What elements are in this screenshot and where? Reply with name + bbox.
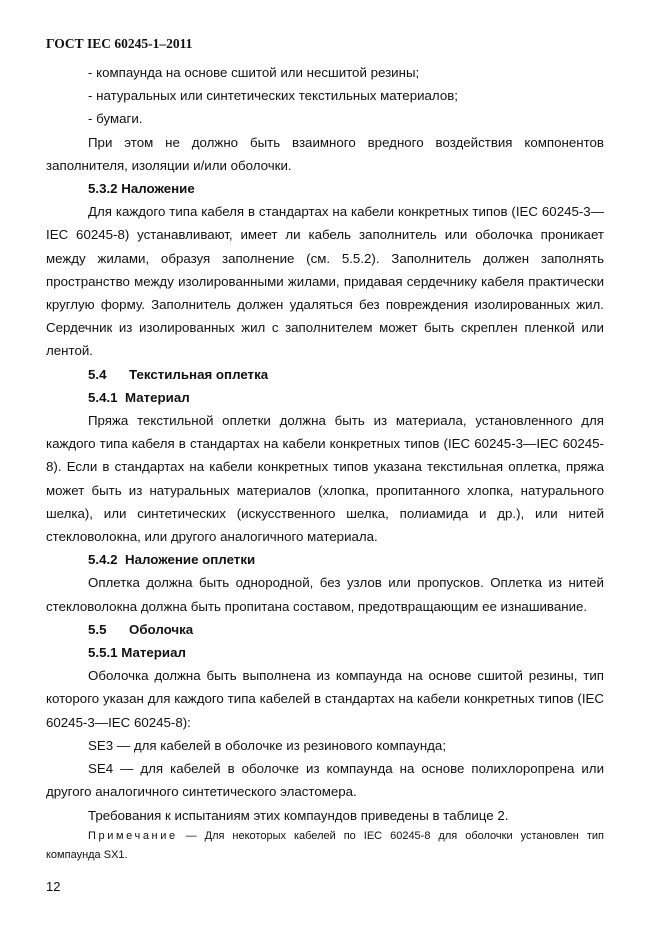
document-header: ГОСТ IEC 60245-1–2011 [46,36,193,51]
page-content [46,61,604,865]
note-label: Примечание [88,829,178,842]
list-item: - компаунда на основе сшитой или несшитой резины; [88,65,420,80]
paragraph: SE4 — для кабелей в оболочке из компаунда на основе полихлоропрена или другого аналогичного синтетического эластомера. [46,761,604,800]
section-heading-5-3-2: 5.3.2 Наложение [88,181,195,197]
paragraph: Пряжа текстильной оплетки должна быть из материала, установленного для каждого типа кабеля в стандартах на кабели конкретных типов (IEC 60245-3—IEC 60245-8). Если в стандартах на кабели конкретных типов указана текстильная оплетка, пряжа может быть из натуральных материалов (хлопка, пропитанного хлопка, натурального шелка), или синтетических (искусственного шелка, полиамида и др.), или нитей стекловолокна, или другого аналогичного материала. [46,413,604,545]
page-number: 12 [46,879,61,894]
paragraph: При этом не должно быть взаимного вредного воздействия компонентов заполнителя, изоляции и/или оболочки. [46,134,604,173]
section-heading-5-5 [46,618,604,641]
section-title: Оболочка [129,621,194,637]
section-number: 5.4.2 [88,552,118,568]
section-heading-5-5-1: 5.5.1 Материал [88,645,186,661]
list-item: - натуральных или синтетических текстильных материалов; [88,88,458,104]
paragraph: Оболочка должна быть выполнена из компаунда на основе сшитой резины, тип которого указан для каждого типа кабелей в стандартах на кабели конкретных типов (IEC 60245-3—IEC 60245-8): [46,668,604,730]
section-heading-5-4 [46,363,604,386]
section-title: Наложение оплетки [125,552,256,568]
section-number: 5.5 [88,621,107,637]
list-item: - бумаги. [88,111,143,127]
paragraph: Требования к испытаниям этих компаундов приведены в таблице 2. [88,807,509,823]
note [46,827,604,865]
section-number: 5.4 [88,366,107,382]
section-title: Материал [125,389,190,405]
section-heading-5-4-1 [46,386,604,409]
paragraph: Оплетка должна быть однородной, без узлов или пропусков. Оплетка из нитей стекловолокна должна быть пропитана составом, предотвращающим ее изнашивание. [46,575,604,614]
section-heading-5-4-2 [46,548,604,571]
paragraph: Для каждого типа кабеля в стандартах на кабели конкретных типов (IEC 60245-3—IEC 60245-8) устанавливают, имеет ли кабель заполнитель или оболочка проникает между жилами, образуя заполнение (см. 5.5.2). Заполнитель должен заполнять пространство между изолированными жилами, придавая сердечнику кабеля практически круглую форму. Заполнитель должен удаляться без повреждения изолированных жил. Сердечник из изолированных жил с заполнителем может быть скреплен пленкой или лентой. [46,204,604,359]
section-title: Текстильная оплетка [129,366,269,382]
note-text: — Для некоторых кабелей по IEC 60245-8 для оболочки установлен тип компаунда SX1. [46,829,604,861]
section-number: 5.4.1 [88,389,118,405]
paragraph: SE3 — для кабелей в оболочке из резинового компаунда; [88,737,447,753]
